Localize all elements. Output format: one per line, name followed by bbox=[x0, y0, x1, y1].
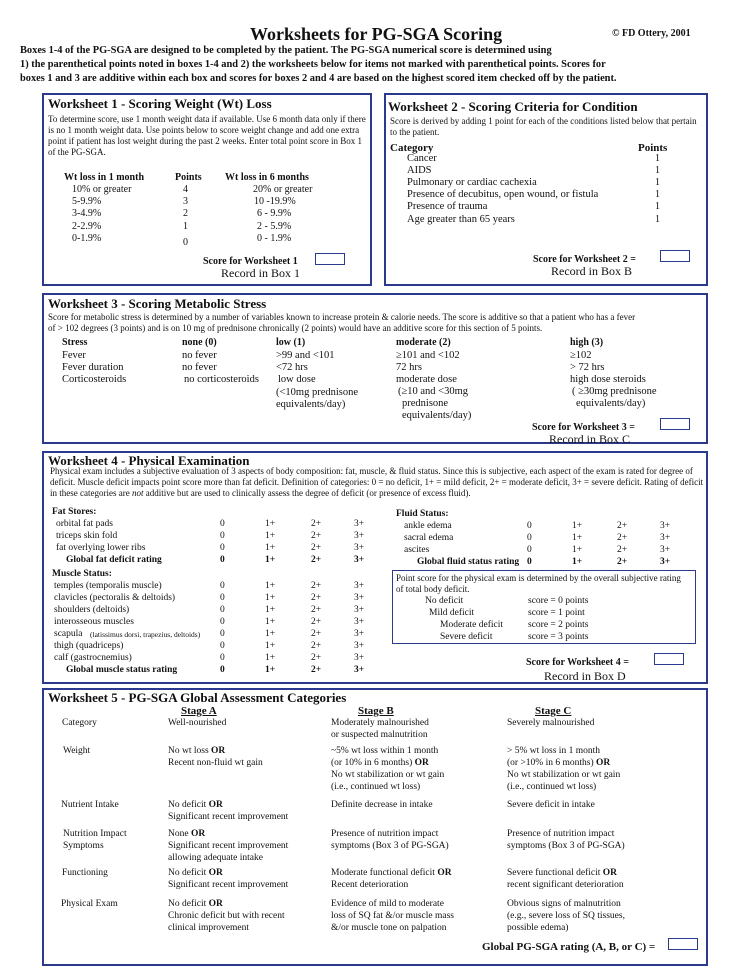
muscle-item-rating: 0 bbox=[220, 653, 225, 663]
muscle-item-rating: 3+ bbox=[354, 617, 365, 627]
worksheet-4-title: Worksheet 4 - Physical Examination bbox=[48, 453, 250, 468]
ws1-points: 1 bbox=[183, 221, 188, 232]
fluid-item-label: ankle edema bbox=[404, 521, 452, 531]
fat-global-rating: 2+ bbox=[311, 555, 322, 565]
fluid-global-rating: 3+ bbox=[660, 557, 671, 567]
ws5-stage-a-cell: Recent non-fluid wt gain bbox=[168, 758, 263, 768]
ws4-score-field[interactable] bbox=[654, 653, 684, 665]
muscle-item-rating: 1+ bbox=[265, 581, 276, 591]
fat-item-rating: 3+ bbox=[354, 543, 365, 553]
ws2-condition: Presence of trauma bbox=[407, 201, 488, 212]
muscle-item-rating: 2+ bbox=[311, 581, 322, 591]
muscle-item-rating: 3+ bbox=[354, 581, 365, 591]
ws5-stage-c-cell: Obvious signs of malnutrition bbox=[507, 899, 621, 909]
ws1-points: 0 bbox=[183, 237, 188, 248]
ws3-duration-cell: 72 hrs bbox=[396, 362, 422, 373]
ws1-col-header-6months: Wt loss in 6 months bbox=[225, 172, 309, 183]
ws5-row-label: Category bbox=[62, 718, 97, 728]
ws5-row-label: Symptoms bbox=[63, 841, 104, 851]
worksheet-4-description: Physical exam includes a subjective evaluation of 3 aspects of body composition: fat, muscle, & fluid status. Since this is subjective, each aspect of the exam is rated for degree of deficit. Muscle deficit impacts point score more than fat deficit. Definition of categories: 0 = no deficit, 1+ = mild deficit, 2+ = moderate deficit, 3+ = severe deficit. Rating of deficit in these categories are not additive but are used to clinically assess the degree of deficit (or presence of excess fluid). bbox=[50, 466, 704, 498]
ws1-score-field[interactable] bbox=[315, 253, 345, 265]
ws1-wt-1month: 3-4.9% bbox=[72, 208, 102, 219]
ws3-cortico-cell: moderate dose bbox=[396, 374, 457, 385]
ws3-header-low: low (1) bbox=[276, 337, 306, 348]
intro-line: boxes 1 and 3 are additive within each box and scores for boxes 2 and 4 are based on the highest scored item checked off by the patient. bbox=[20, 73, 617, 84]
ws3-desc-line2: of > 102 degrees (3 points) and is on 10 mg of prednisone chronically (2 points) would have an additive score for this section of 5 points. bbox=[48, 323, 543, 333]
ws3-duration-cell: > 72 hrs bbox=[570, 362, 605, 373]
ws3-low-note: (<10mg prednisone bbox=[276, 387, 359, 398]
ws5-stage-c-cell: (e.g., severe loss of SQ tissues, bbox=[507, 911, 625, 921]
ws3-record: Record in Box C bbox=[549, 432, 630, 446]
worksheet-2-description: Score is derived by adding 1 point for each of the conditions listed below that pertain to the patient. bbox=[390, 116, 697, 137]
ws1-col-header-1month: Wt loss in 1 month bbox=[64, 172, 145, 183]
ws3-low-note: equivalents/day) bbox=[276, 399, 346, 410]
ws2-points: 1 bbox=[655, 165, 660, 176]
ws5-stage-c-cell: Presence of nutrition impact bbox=[507, 829, 615, 839]
muscle-item-label: thigh (quadriceps) bbox=[54, 641, 124, 651]
ws1-wt-1month: 0-1.9% bbox=[72, 233, 102, 244]
ws5-stage-b-cell: Recent deterioration bbox=[331, 880, 409, 890]
ws5-stage-b-cell: ~5% wt loss within 1 month bbox=[331, 746, 439, 756]
muscle-item-rating: 2+ bbox=[311, 617, 322, 627]
muscle-global-rating: 1+ bbox=[265, 665, 276, 675]
muscle-status-title: Muscle Status: bbox=[52, 569, 112, 579]
ws4-point-note: Point score for the physical exam is determined by the overall subjective rating of total body deficit. bbox=[396, 573, 681, 594]
ws1-wt-1month: 2-2.9% bbox=[72, 221, 102, 232]
intro-line: Boxes 1-4 of the PG-SGA are designed to be completed by the patient. The PG-SGA numerical score is determined using bbox=[20, 45, 552, 56]
muscle-item-label: clavicles (pectoralis & deltoids) bbox=[54, 593, 176, 603]
fluid-item-rating: 0 bbox=[527, 533, 532, 543]
ws3-desc-line1: Score for metabolic stress is determined by a number of variables known to increase protein & calorie needs. The score is additive so that a patient who has a fever bbox=[48, 312, 636, 322]
ws3-high-note: equivalents/day) bbox=[576, 398, 646, 409]
fat-item-label: orbital fat pads bbox=[56, 519, 113, 529]
muscle-item-rating: 3+ bbox=[354, 653, 365, 663]
ws1-points: 2 bbox=[183, 208, 188, 219]
ws5-stage-a-cell: No wt loss OR bbox=[168, 746, 226, 756]
ws5-stage-b-cell: Evidence of mild to moderate bbox=[331, 899, 444, 909]
ws2-condition: Cancer bbox=[407, 153, 437, 164]
fat-stores-title: Fat Stores: bbox=[52, 507, 97, 517]
muscle-item-rating: 3+ bbox=[354, 629, 365, 639]
fat-item-rating: 2+ bbox=[311, 531, 322, 541]
muscle-item-label: shoulders (deltoids) bbox=[54, 605, 130, 615]
ws5-stage-a-cell: Significant recent improvement bbox=[168, 841, 289, 851]
ws3-header-none: none (0) bbox=[182, 337, 217, 348]
ws5-stage-a-cell: Well-nourished bbox=[168, 718, 227, 728]
scapula-note: (latissimus dorsi, trapezius, deltoids) bbox=[90, 630, 201, 639]
point-row-label: Moderate deficit bbox=[440, 620, 504, 630]
ws5-stage-a-cell: Significant recent improvement bbox=[168, 812, 289, 822]
ws1-wt-6months: 2 - 5.9% bbox=[257, 221, 292, 232]
muscle-item-label: scapula bbox=[54, 629, 83, 639]
ws2-col-header-category: Category bbox=[390, 142, 434, 154]
muscle-global-label: Global muscle status rating bbox=[66, 665, 178, 675]
ws3-moderate-note: equivalents/day) bbox=[402, 410, 472, 421]
fluid-item-rating: 3+ bbox=[660, 533, 671, 543]
global-rating-label: Global PG-SGA rating (A, B, or C) = bbox=[482, 941, 656, 953]
ws2-record: Record in Box B bbox=[551, 264, 632, 278]
point-row-label: No deficit bbox=[425, 596, 464, 606]
ws5-stage-c-cell: recent significant deterioration bbox=[507, 880, 624, 890]
muscle-item-rating: 3+ bbox=[354, 641, 365, 651]
ws5-stage-b-cell: Presence of nutrition impact bbox=[331, 829, 439, 839]
fat-global-rating: 3+ bbox=[354, 555, 365, 565]
ws3-fever-cell: no fever bbox=[182, 350, 217, 361]
ws5-stage-b-cell: Moderate functional deficit OR bbox=[331, 868, 452, 878]
point-row-label: Severe deficit bbox=[440, 632, 493, 642]
copyright: © FD Ottery, 2001 bbox=[612, 28, 691, 39]
fluid-item-rating: 3+ bbox=[660, 521, 671, 531]
ws5-stage-b-cell: or suspected malnutrition bbox=[331, 730, 428, 740]
ws5-stage-c-cell: (or >10% in 6 months) OR bbox=[507, 758, 611, 768]
ws3-fever-cell: >99 and <101 bbox=[276, 350, 335, 361]
ws4-score-label: Score for Worksheet 4 = bbox=[526, 657, 629, 668]
fluid-item-label: ascites bbox=[404, 545, 430, 555]
worksheet-3-title: Worksheet 3 - Scoring Metabolic Stress bbox=[48, 296, 267, 311]
ws2-score-label: Score for Worksheet 2 = bbox=[533, 254, 636, 265]
muscle-item-rating: 1+ bbox=[265, 653, 276, 663]
ws5-stage-c-cell: symptoms (Box 3 of PG-SGA) bbox=[507, 841, 625, 851]
ws1-wt-6months: 0 - 1.9% bbox=[257, 233, 292, 244]
muscle-item-label: calf (gastrocnemius) bbox=[54, 653, 132, 663]
ws2-points: 1 bbox=[655, 214, 660, 225]
ws2-points: 1 bbox=[655, 201, 660, 212]
stage-a-header: Stage A bbox=[181, 705, 217, 717]
muscle-item-rating: 1+ bbox=[265, 605, 276, 615]
ws5-stage-b-cell: No wt stabilization or wt gain bbox=[331, 770, 445, 780]
worksheet-1-title: Worksheet 1 - Scoring Weight (Wt) Loss bbox=[48, 96, 272, 111]
ws3-moderate-note: (≥10 and <30mg bbox=[398, 386, 469, 397]
fluid-item-rating: 0 bbox=[527, 521, 532, 531]
ws1-score-label: Score for Worksheet 1 bbox=[203, 256, 298, 267]
ws3-cortico-cell: Corticosteroids bbox=[62, 374, 127, 385]
ws2-points: 1 bbox=[655, 153, 660, 164]
ws2-points: 1 bbox=[655, 189, 660, 200]
fluid-status-title: Fluid Status: bbox=[396, 509, 449, 519]
muscle-item-rating: 3+ bbox=[354, 605, 365, 615]
fluid-global-rating: 0 bbox=[527, 557, 532, 567]
fluid-global-rating: 1+ bbox=[572, 557, 583, 567]
ws5-stage-a-cell: None OR bbox=[168, 829, 206, 839]
ws3-duration-cell: Fever duration bbox=[62, 362, 124, 373]
muscle-item-rating: 1+ bbox=[265, 629, 276, 639]
muscle-global-rating: 3+ bbox=[354, 665, 365, 675]
point-row-value: score = 2 points bbox=[528, 620, 589, 630]
ws2-condition: Pulmonary or cardiac cachexia bbox=[407, 177, 537, 188]
ws5-stage-c-cell: Severe functional deficit OR bbox=[507, 868, 618, 878]
muscle-item-rating: 0 bbox=[220, 641, 225, 651]
ws5-stage-b-cell: &/or muscle tone on palpation bbox=[331, 923, 447, 933]
muscle-item-rating: 0 bbox=[220, 581, 225, 591]
muscle-item-rating: 1+ bbox=[265, 617, 276, 627]
ws5-stage-c-cell: possible edema) bbox=[507, 923, 569, 933]
ws5-stage-a-cell: No deficit OR bbox=[168, 800, 223, 810]
muscle-item-rating: 1+ bbox=[265, 641, 276, 651]
ws3-duration-cell: no fever bbox=[182, 362, 217, 373]
ws3-high-note: ( ≥30mg prednisone bbox=[572, 386, 657, 397]
muscle-item-rating: 0 bbox=[220, 617, 225, 627]
ws5-stage-c-cell: No wt stabilization or wt gain bbox=[507, 770, 621, 780]
fluid-item-rating: 1+ bbox=[572, 533, 583, 543]
stage-c-header: Stage C bbox=[535, 705, 572, 717]
ws5-row-label: Nutrition Impact bbox=[63, 829, 127, 839]
muscle-item-label: interosseous muscles bbox=[54, 617, 134, 627]
point-row-value: score = 0 points bbox=[528, 596, 589, 606]
fat-item-rating: 1+ bbox=[265, 543, 276, 553]
fat-item-rating: 2+ bbox=[311, 543, 322, 553]
ws5-stage-b-cell: Moderately malnourished bbox=[331, 718, 429, 728]
ws5-row-label: Physical Exam bbox=[61, 899, 118, 909]
point-row-value: score = 1 point bbox=[528, 608, 585, 618]
fluid-global-rating: 2+ bbox=[617, 557, 628, 567]
ws3-score-label: Score for Worksheet 3 = bbox=[532, 422, 635, 433]
ws1-col-header-points: Points bbox=[175, 172, 202, 183]
ws5-stage-a-cell: clinical improvement bbox=[168, 923, 249, 933]
fluid-item-rating: 2+ bbox=[617, 545, 628, 555]
fat-item-rating: 3+ bbox=[354, 531, 365, 541]
fluid-global-label: Global fluid status rating bbox=[417, 557, 520, 567]
ws2-score-field[interactable] bbox=[660, 250, 690, 262]
ws3-moderate-note: prednisone bbox=[402, 398, 449, 409]
ws3-header-moderate: moderate (2) bbox=[396, 337, 451, 348]
fluid-item-rating: 3+ bbox=[660, 545, 671, 555]
worksheet-5-title: Worksheet 5 - PG-SGA Global Assessment Categories bbox=[48, 690, 347, 705]
fluid-item-label: sacral edema bbox=[404, 533, 454, 543]
ws5-stage-c-cell: Severe deficit in intake bbox=[507, 800, 595, 810]
ws1-wt-6months: 10 -19.9% bbox=[254, 196, 296, 207]
fluid-item-rating: 2+ bbox=[617, 533, 628, 543]
fat-item-label: triceps skin fold bbox=[56, 531, 118, 541]
ws3-header-high: high (3) bbox=[570, 337, 604, 348]
ws5-stage-a-cell: Significant recent improvement bbox=[168, 880, 289, 890]
ws3-header-stress: Stress bbox=[62, 337, 88, 348]
ws3-cortico-cell: high dose steroids bbox=[570, 374, 646, 385]
fat-item-rating: 0 bbox=[220, 531, 225, 541]
ws5-stage-b-cell: loss of SQ fat &/or muscle mass bbox=[331, 911, 454, 921]
ws5-stage-a-cell: No deficit OR bbox=[168, 899, 223, 909]
ws5-stage-c-cell: (i.e., continued wt loss) bbox=[507, 782, 597, 792]
ws5-row-label: Nutrient Intake bbox=[61, 800, 119, 810]
intro-text bbox=[20, 44, 617, 86]
stage-b-header: Stage B bbox=[358, 705, 394, 717]
muscle-global-rating: 2+ bbox=[311, 665, 322, 675]
ws5-stage-c-cell: > 5% wt loss in 1 month bbox=[507, 746, 600, 756]
fat-item-rating: 1+ bbox=[265, 519, 276, 529]
muscle-global-rating: 0 bbox=[220, 665, 225, 675]
ws1-points: 4 bbox=[183, 184, 188, 195]
ws5-stage-b-cell: (or 10% in 6 months) OR bbox=[331, 758, 429, 768]
ws3-duration-cell: <72 hrs bbox=[276, 362, 308, 373]
point-row-label: Mild deficit bbox=[429, 608, 475, 618]
ws5-row-label: Weight bbox=[63, 746, 91, 756]
ws3-cortico-cell: no corticosteroids bbox=[184, 374, 259, 385]
fat-item-rating: 0 bbox=[220, 519, 225, 529]
ws1-points: 3 bbox=[183, 196, 188, 207]
ws3-fever-cell: ≥101 and <102 bbox=[396, 350, 460, 361]
ws2-condition: AIDS bbox=[407, 165, 432, 176]
ws3-cortico-cell: low dose bbox=[278, 374, 316, 385]
muscle-item-rating: 2+ bbox=[311, 593, 322, 603]
fat-item-rating: 2+ bbox=[311, 519, 322, 529]
ws3-fever-cell: Fever bbox=[62, 350, 86, 361]
ws2-col-header-points: Points bbox=[638, 142, 668, 154]
ws2-points: 1 bbox=[655, 177, 660, 188]
ws1-wt-1month: 10% or greater bbox=[72, 184, 132, 195]
fat-item-rating: 3+ bbox=[354, 519, 365, 529]
fat-global-rating: 0 bbox=[220, 555, 225, 565]
ws3-fever-cell: ≥102 bbox=[570, 350, 592, 361]
ws5-stage-b-cell: symptoms (Box 3 of PG-SGA) bbox=[331, 841, 449, 851]
ws1-wt-1month: 5-9.9% bbox=[72, 196, 102, 207]
ws1-record: Record in Box 1 bbox=[221, 266, 300, 280]
muscle-item-rating: 2+ bbox=[311, 653, 322, 663]
page-title: Worksheets for PG-SGA Scoring bbox=[250, 24, 503, 44]
global-rating-field[interactable] bbox=[668, 938, 698, 950]
worksheet-2-title: Worksheet 2 - Scoring Criteria for Condition bbox=[388, 99, 638, 114]
fat-item-rating: 1+ bbox=[265, 531, 276, 541]
ws5-stage-a-cell: No deficit OR bbox=[168, 868, 223, 878]
fat-item-label: fat overlying lower ribs bbox=[56, 543, 146, 553]
muscle-item-rating: 2+ bbox=[311, 605, 322, 615]
ws1-wt-6months: 6 - 9.9% bbox=[257, 208, 292, 219]
point-row-value: score = 3 points bbox=[528, 632, 589, 642]
ws1-wt-6months: 20% or greater bbox=[253, 184, 313, 195]
fat-global-label: Global fat deficit rating bbox=[66, 555, 162, 565]
muscle-item-rating: 0 bbox=[220, 593, 225, 603]
muscle-item-rating: 1+ bbox=[265, 593, 276, 603]
fluid-item-rating: 1+ bbox=[572, 545, 583, 555]
muscle-item-rating: 2+ bbox=[311, 629, 322, 639]
intro-line: 1) the parenthetical points noted in boxes 1-4 and 2) the worksheets below for items not marked with parenthetical points. Scores for bbox=[20, 59, 606, 70]
ws4-record: Record in Box D bbox=[544, 669, 626, 683]
worksheet-1-description: To determine score, use 1 month weight data if available. Use 6 month data only if there is no 1 month weight data. Use points below to score weight change and add one extra point if patient has lost weight during the past 2 weeks. Enter total point score in Box 1 of the PG-SGA. bbox=[48, 114, 366, 157]
muscle-item-rating: 0 bbox=[220, 629, 225, 639]
muscle-item-rating: 0 bbox=[220, 605, 225, 615]
ws3-score-field[interactable] bbox=[660, 418, 690, 430]
muscle-item-label: temples (temporalis muscle) bbox=[54, 581, 162, 591]
fluid-item-rating: 0 bbox=[527, 545, 532, 555]
ws5-stage-a-cell: Chronic deficit but with recent bbox=[168, 911, 285, 921]
muscle-item-rating: 2+ bbox=[311, 641, 322, 651]
ws2-condition: Age greater than 65 years bbox=[407, 214, 515, 225]
ws5-stage-b-cell: Definite decrease in intake bbox=[331, 800, 433, 810]
ws5-row-label: Functioning bbox=[62, 868, 108, 878]
fluid-item-rating: 2+ bbox=[617, 521, 628, 531]
ws2-condition: Presence of decubitus, open wound, or fistula bbox=[407, 189, 599, 200]
ws5-stage-b-cell: (i.e., continued wt loss) bbox=[331, 782, 421, 792]
muscle-item-rating: 3+ bbox=[354, 593, 365, 603]
fat-global-rating: 1+ bbox=[265, 555, 276, 565]
ws5-stage-a-cell: allowing adequate intake bbox=[168, 853, 263, 863]
ws5-stage-c-cell: Severely malnourished bbox=[507, 718, 595, 728]
fat-item-rating: 0 bbox=[220, 543, 225, 553]
fluid-item-rating: 1+ bbox=[572, 521, 583, 531]
